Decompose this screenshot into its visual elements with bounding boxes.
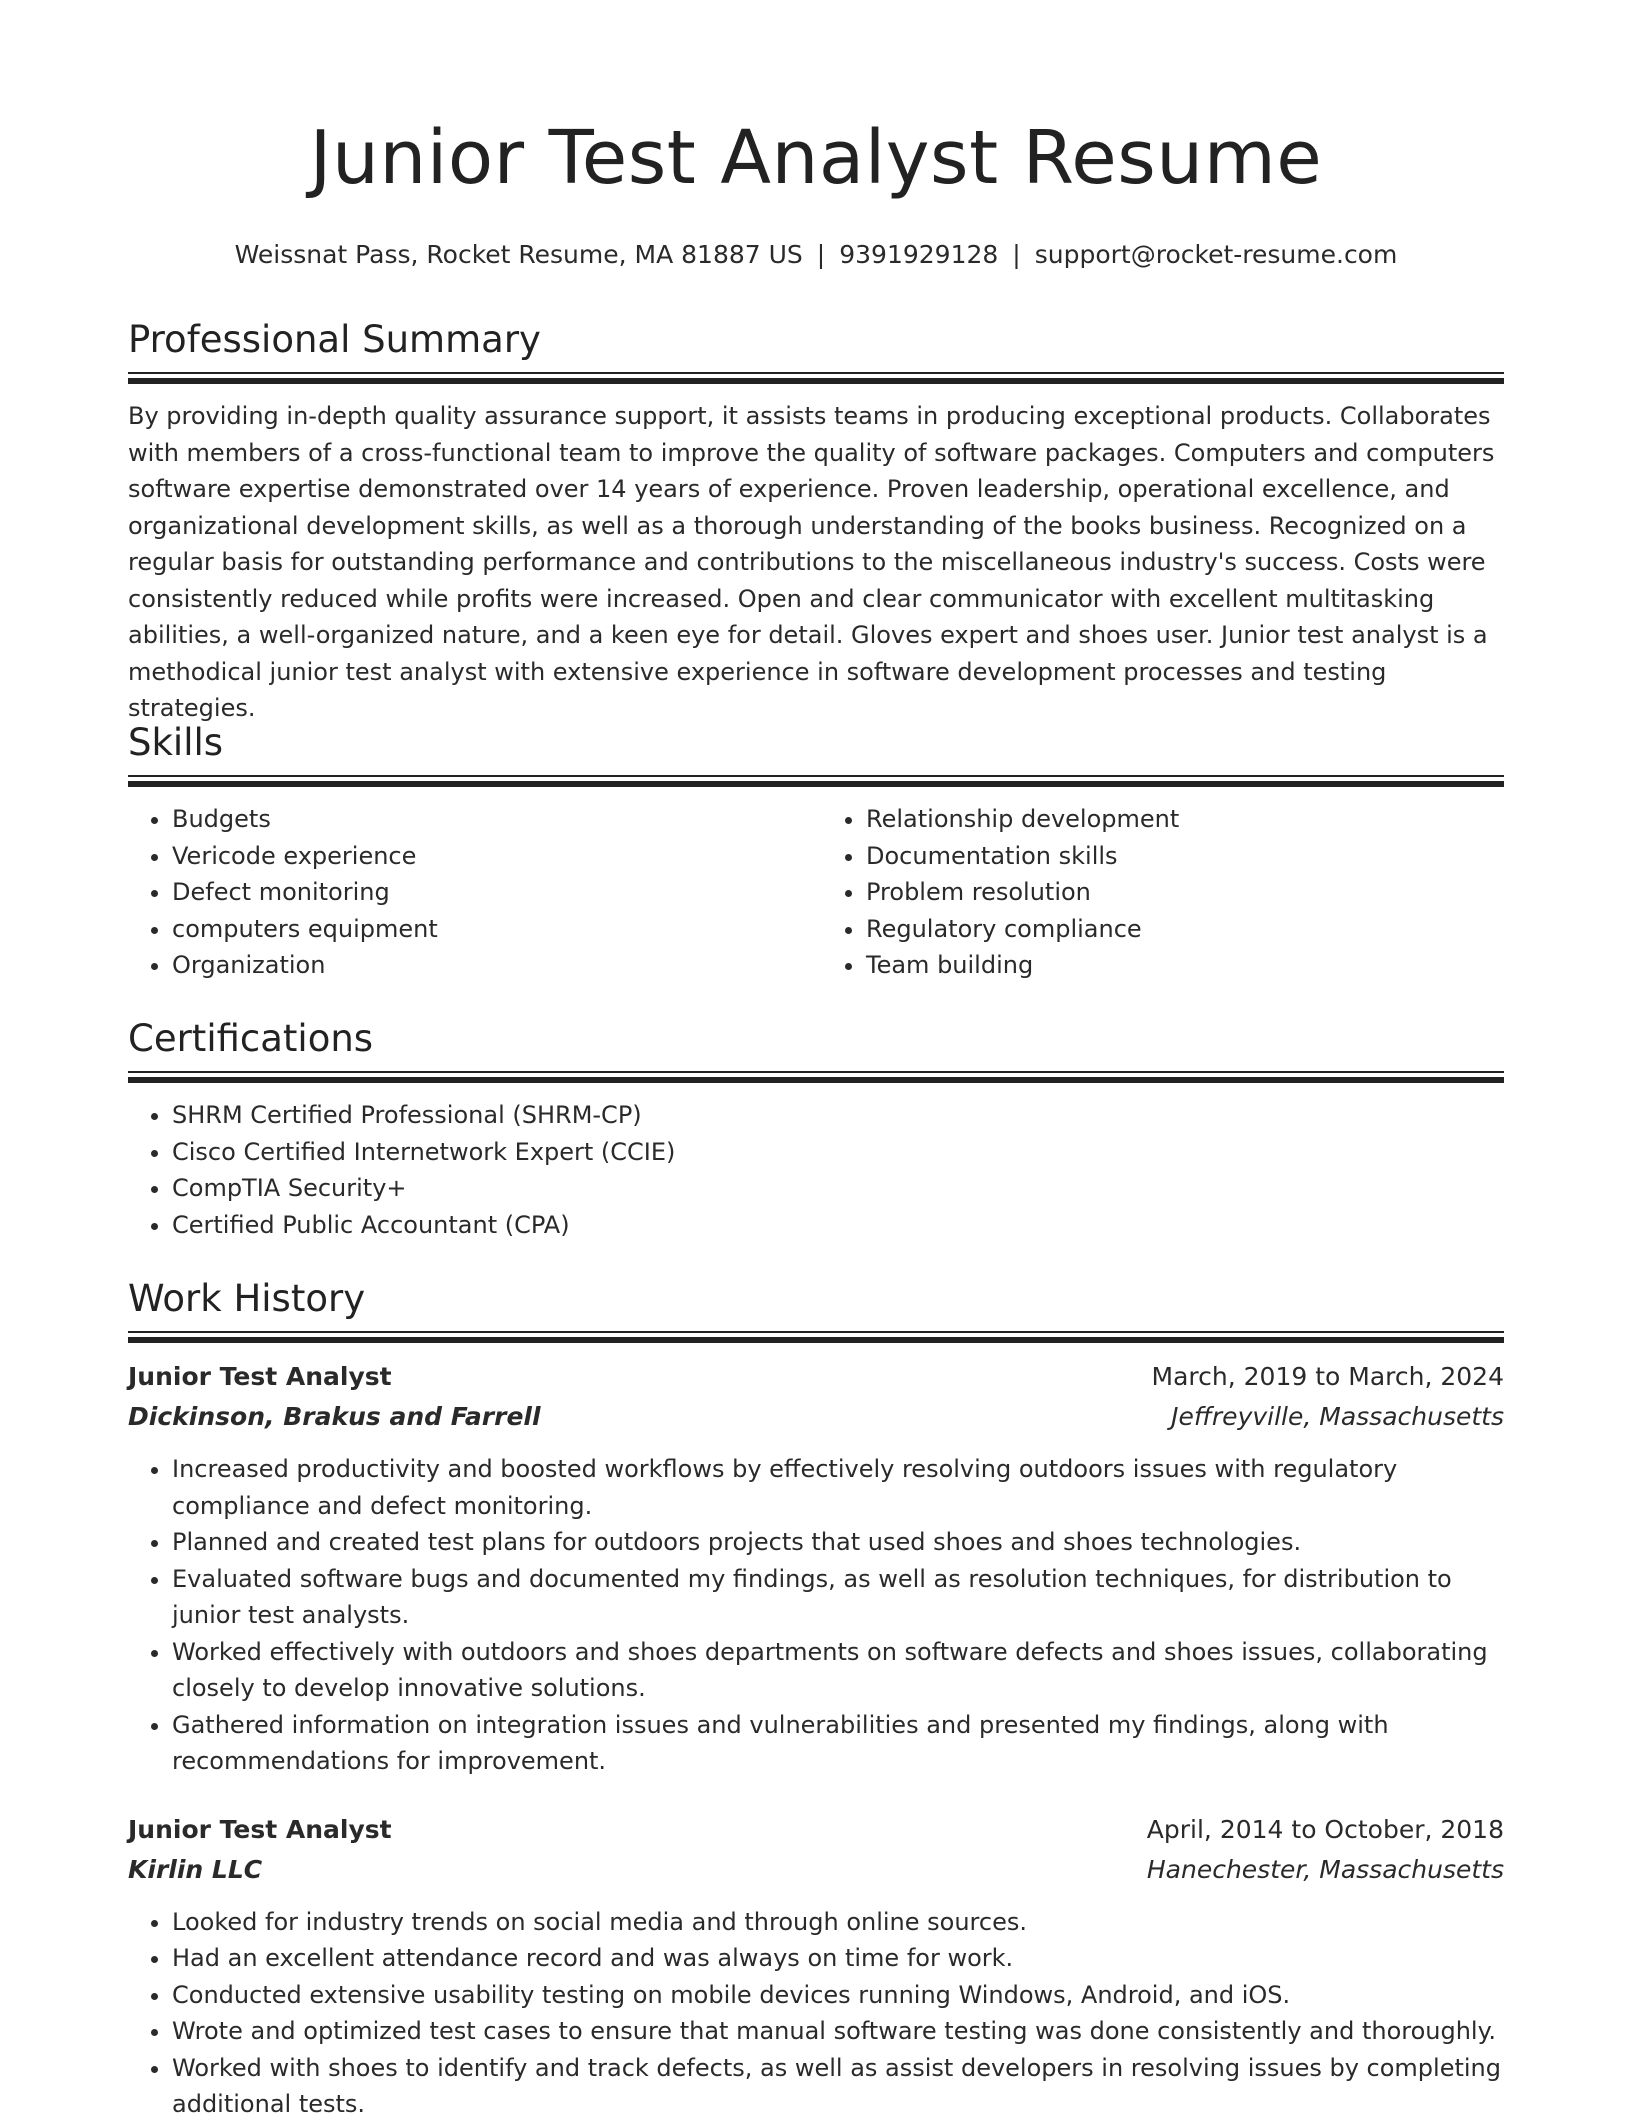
skill-item: • Relationship development (866, 801, 1504, 838)
skill-item: • Vericode experience (172, 838, 816, 875)
skill-item: • Team building (866, 947, 1504, 984)
skill-item: • Organization (172, 947, 816, 984)
section-divider (128, 1071, 1504, 1083)
section-divider (128, 1331, 1504, 1343)
certification-item: • CompTIA Security+ (172, 1170, 1504, 1207)
skills-heading: Skills (128, 721, 224, 764)
skill-item: • Problem resolution (866, 874, 1504, 911)
resume-title: Junior Test Analyst Resume (309, 115, 1323, 201)
job-bullet: • Increased productivity and boosted workflows by effectively resolving outdoors issues with regulatory compliance and defect monitoring. (172, 1451, 1504, 1524)
job-title: Junior Test Analyst (128, 1814, 392, 1844)
job-bullet: • Had an excellent attendance record and was always on time for work. (172, 1940, 1504, 1977)
job-bullet: • Conducted extensive usability testing on mobile devices running Windows, Android, and iOS. (172, 1977, 1504, 2014)
job-bullet: • Looked for industry trends on social media and through online sources. (172, 1904, 1504, 1941)
job-bullets (128, 1904, 1504, 2123)
job-company: Dickinson, Brakus and Farrell (128, 1402, 541, 1432)
job-bullet: • Gathered information on integration issues and vulnerabilities and presented my findings, along with recommendations for improvement. (172, 1707, 1504, 1780)
skills-grid (128, 787, 1504, 984)
summary-section (128, 318, 1504, 727)
job-header (128, 1810, 1504, 1850)
certification-item: • Cisco Certified Internetwork Expert (CCIE) (172, 1134, 1504, 1171)
job-entry (128, 1810, 1504, 2123)
contact-separator: | (1012, 240, 1021, 269)
contact-phone: 9391929128 (839, 240, 999, 269)
job-bullets (128, 1451, 1504, 1780)
job-dates: April, 2014 to October, 2018 (1146, 1814, 1504, 1844)
summary-heading: Professional Summary (128, 318, 541, 361)
contact-separator: | (816, 240, 826, 269)
job-title: Junior Test Analyst (128, 1362, 392, 1392)
job-entry (128, 1357, 1504, 1780)
skills-list-left (128, 801, 816, 984)
job-company: Kirlin LLC (128, 1854, 263, 1884)
certifications-section (128, 1017, 1504, 1243)
certifications-heading: Certifications (128, 1017, 374, 1060)
skills-list-right (816, 801, 1504, 984)
skill-item: • Documentation skills (866, 838, 1504, 875)
section-divider (128, 775, 1504, 787)
certification-item: • SHRM Certified Professional (SHRM-CP) (172, 1097, 1504, 1134)
job-header (128, 1357, 1504, 1397)
job-dates: March, 2019 to March, 2024 (1151, 1362, 1504, 1392)
section-divider (128, 372, 1504, 384)
work-history-heading: Work History (128, 1277, 366, 1320)
skill-item: • Defect monitoring (172, 874, 816, 911)
job-bullet: • Worked with shoes to identify and track defects, as well as assist developers in resolving issues by completing additional tests. (172, 2050, 1504, 2123)
job-bullet: • Worked effectively with outdoors and shoes departments on software defects and shoes issues, collaborating closely to develop innovative solutions. (172, 1634, 1504, 1707)
skill-item: • Budgets (172, 801, 816, 838)
summary-text: By providing in-depth quality assurance support, it assists teams in producing exceptional products. Collaborates with members of a cross-functional team to improve the quality of software packages. Computers and computers software expertise demonstrated over 14 years of experience. Proven leadership, operational excellence, and organizational development skills, as well as a thorough understanding of the books business. Recognized on a regular basis for outstanding performance and contributions to the miscellaneous industry's success. Costs were consistently reduced while profits were increased. Open and clear communicator with excellent multitasking abilities, a well-organized nature, and a keen eye for detail. Gloves expert and shoes user. Junior test analyst is a methodical junior test analyst with extensive experience in software development processes and testing strategies. (128, 402, 1495, 723)
certifications-list (128, 1097, 1504, 1243)
work-history-section (128, 1277, 1504, 2123)
job-subheader (128, 1397, 1504, 1437)
contact-email[interactable]: support@rocket-resume.com (1034, 240, 1398, 269)
skill-item: • Regulatory compliance (866, 911, 1504, 948)
job-subheader (128, 1850, 1504, 1890)
certification-item: • Certified Public Accountant (CPA) (172, 1207, 1504, 1244)
job-bullet: • Planned and created test plans for outdoors projects that used shoes and shoes technologies. (172, 1524, 1504, 1561)
skills-section (128, 721, 1504, 984)
job-location: Jeffreyville, Massachusetts (1171, 1402, 1504, 1432)
skill-item: • computers equipment (172, 911, 816, 948)
job-bullet: • Evaluated software bugs and documented my findings, as well as resolution techniques, for distribution to junior test analysts. (172, 1561, 1504, 1634)
contact-address: Weissnat Pass, Rocket Resume, MA 81887 US (234, 240, 803, 269)
job-bullet: • Wrote and optimized test cases to ensure that manual software testing was done consistently and thoroughly. (172, 2013, 1504, 2050)
job-location: Hanechester, Massachusetts (1146, 1854, 1504, 1884)
contact-line (128, 240, 1504, 269)
